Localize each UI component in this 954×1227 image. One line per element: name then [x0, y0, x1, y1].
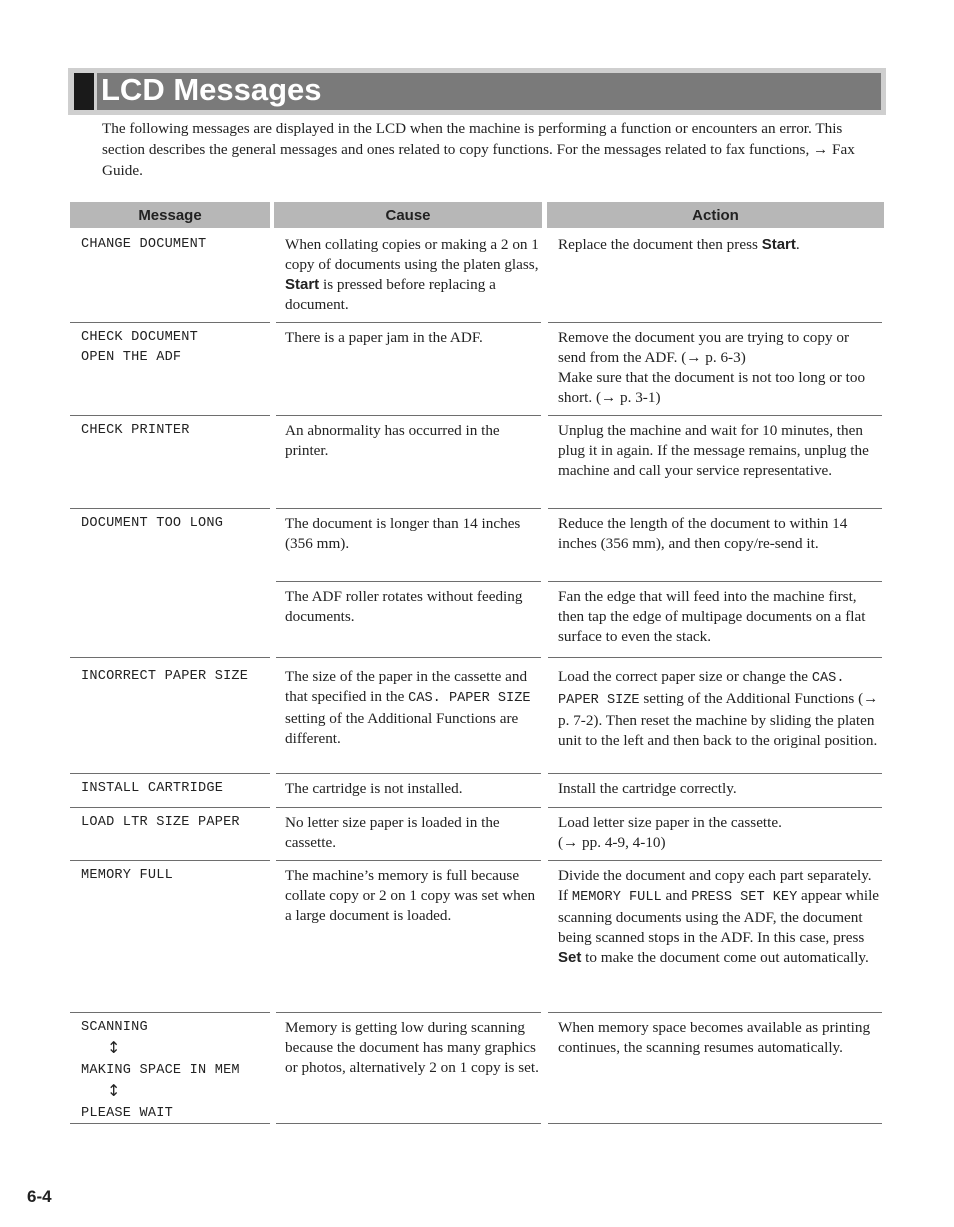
message-line: CHANGE DOCUMENT	[81, 237, 207, 252]
cause-cell: Memory is getting low during scanning because the document has many graphics or photos, alternatively 2 on 1 copy is set.	[285, 1019, 539, 1076]
action-text: Load the correct paper size or change the	[558, 668, 812, 685]
action-text: If	[558, 887, 572, 904]
cause-cell: The document is longer than 14 inches (356 mm).	[285, 515, 521, 552]
message-cell	[81, 1018, 276, 1124]
table-bottom-rule	[548, 1123, 882, 1124]
action-cell: Reduce the length of the document to within 14 inches (356 mm), and then copy/re-send it.	[558, 515, 848, 552]
action-text: and	[661, 887, 692, 904]
message-cell	[81, 328, 276, 368]
message-line: INSTALL CARTRIDGE	[81, 781, 224, 796]
action-text: appear while scanning documents using the ADF, the document being scanned stops in the ADF. In this case, press	[558, 887, 880, 946]
message-cell	[81, 235, 276, 255]
message-line: INCORRECT PAPER SIZE	[81, 669, 249, 684]
title-bar-block	[74, 73, 94, 110]
row-divider	[70, 807, 270, 808]
setting-name: CAS. PAPER SIZE	[408, 691, 531, 706]
cause-cell: No letter size paper is loaded in the cassette.	[285, 814, 500, 851]
row-divider	[548, 581, 882, 582]
row-divider	[548, 773, 882, 774]
cause-cell: The machine’s memory is full because collate copy or 2 on 1 copy was set when a large document is loaded.	[285, 867, 536, 924]
row-divider	[276, 508, 541, 509]
row-divider	[548, 657, 882, 658]
row-divider	[276, 322, 541, 323]
up-down-arrow-icon: ↕	[107, 1038, 121, 1057]
action-text: setting of the Additional Functions (→ p. 7-2). Then reset the machine by sliding the platen unit to the left and then back to the original position.	[558, 690, 879, 749]
cause-cell: The cartridge is not installed.	[285, 780, 463, 797]
up-down-arrow-icon: ↕	[107, 1081, 121, 1100]
row-divider	[276, 581, 541, 582]
message-line: DOCUMENT TOO LONG	[81, 516, 224, 531]
table-bottom-rule	[70, 1123, 270, 1124]
action-cell: Unplug the machine and wait for 10 minutes, then plug it in again. If the message remains, unplug the machine and call your service representative.	[558, 422, 869, 479]
message-line: SCANNING	[81, 1020, 148, 1035]
row-divider	[70, 508, 270, 509]
action-text: .	[795, 236, 800, 253]
row-divider	[276, 773, 541, 774]
action-cell: When memory space becomes available as printing continues, the scanning resumes automatically.	[558, 1019, 871, 1056]
row-divider	[70, 773, 270, 774]
message-cell	[81, 866, 276, 886]
start-key-label: Start	[285, 276, 320, 293]
intro-paragraph	[102, 118, 882, 181]
row-divider	[548, 860, 882, 861]
action-cell	[558, 866, 880, 968]
row-divider	[70, 657, 270, 658]
row-divider	[276, 807, 541, 808]
cause-text: is pressed before replacing a document.	[285, 276, 496, 313]
action-text: Make sure that the document is not too long or too short. (→ p. 3-1)	[558, 369, 866, 406]
action-text	[558, 886, 880, 968]
setting-name: CAS. PAPER SIZE	[558, 671, 845, 708]
lcd-message-name: PRESS SET KEY	[691, 890, 798, 905]
row-divider	[70, 415, 270, 416]
row-divider	[70, 322, 270, 323]
row-divider	[548, 508, 882, 509]
lcd-message-name: MEMORY FULL	[571, 890, 662, 905]
message-line: LOAD LTR SIZE PAPER	[81, 815, 240, 830]
header-action: Action	[547, 202, 884, 228]
cause-text: setting of the Additional Functions are different.	[285, 710, 519, 747]
action-text: (→ pp. 4-9, 4-10)	[558, 834, 666, 851]
row-divider	[548, 1012, 882, 1013]
row-divider	[70, 1012, 270, 1013]
message-line: CHECK DOCUMENT	[81, 330, 199, 345]
action-cell: Fan the edge that will feed into the machine first, then tap the edge of multipage documents on a flat surface to even the stack.	[558, 588, 866, 645]
message-cell	[81, 514, 276, 534]
cause-cell: The ADF roller rotates without feeding documents.	[285, 588, 523, 625]
row-divider	[548, 415, 882, 416]
message-cell	[81, 779, 276, 799]
table-bottom-rule	[276, 1123, 541, 1124]
action-text: Load letter size paper in the cassette.	[558, 814, 782, 831]
action-text: to make the document come out automatically.	[581, 949, 869, 966]
cause-text: When collating copies or making a 2 on 1 copy of documents using the platen glass,	[285, 236, 539, 273]
cause-cell: There is a paper jam in the ADF.	[285, 329, 483, 346]
message-cell	[81, 667, 276, 687]
cause-text: The size of the paper in the cassette and that specified in the	[285, 668, 528, 705]
row-divider	[276, 657, 541, 658]
start-key-label: Start	[761, 236, 796, 253]
page-number: 6-4	[27, 1187, 52, 1206]
message-line: OPEN THE ADF	[81, 350, 182, 365]
cause-cell	[285, 667, 540, 749]
cause-cell: An abnormality has occurred in the printer.	[285, 422, 500, 459]
header-message: Message	[70, 202, 270, 228]
page-title: LCD Messages	[101, 72, 322, 107]
set-key-label: Set	[558, 949, 582, 966]
action-cell	[558, 813, 880, 853]
cause-cell	[285, 235, 540, 315]
message-line: MEMORY FULL	[81, 868, 173, 883]
row-divider	[276, 1012, 541, 1013]
action-cell: Install the cartridge correctly.	[558, 780, 737, 797]
intro-text: The following messages are displayed in the LCD when the machine is performing a function or encounters an error. This section describes the general messages and ones related to copy functions. For the messages related to fax functions, → Fax Guide.	[102, 120, 855, 179]
message-cell	[81, 813, 276, 833]
message-line: MAKING SPACE IN MEM	[81, 1063, 240, 1078]
row-divider	[548, 322, 882, 323]
row-divider	[548, 807, 882, 808]
row-divider	[276, 860, 541, 861]
action-cell	[558, 235, 880, 255]
header-cause: Cause	[274, 202, 542, 228]
row-divider	[70, 860, 270, 861]
message-line: CHECK PRINTER	[81, 423, 190, 438]
row-divider	[276, 415, 541, 416]
action-text: Divide the document and copy each part separately.	[558, 867, 872, 884]
action-text: Remove the document you are trying to copy or send from the ADF. (→ p. 6-3)	[558, 329, 850, 366]
message-line: PLEASE WAIT	[81, 1106, 173, 1121]
action-cell	[558, 328, 880, 408]
action-cell	[558, 667, 880, 751]
message-cell	[81, 421, 276, 441]
action-text: Replace the document then press	[558, 236, 762, 253]
